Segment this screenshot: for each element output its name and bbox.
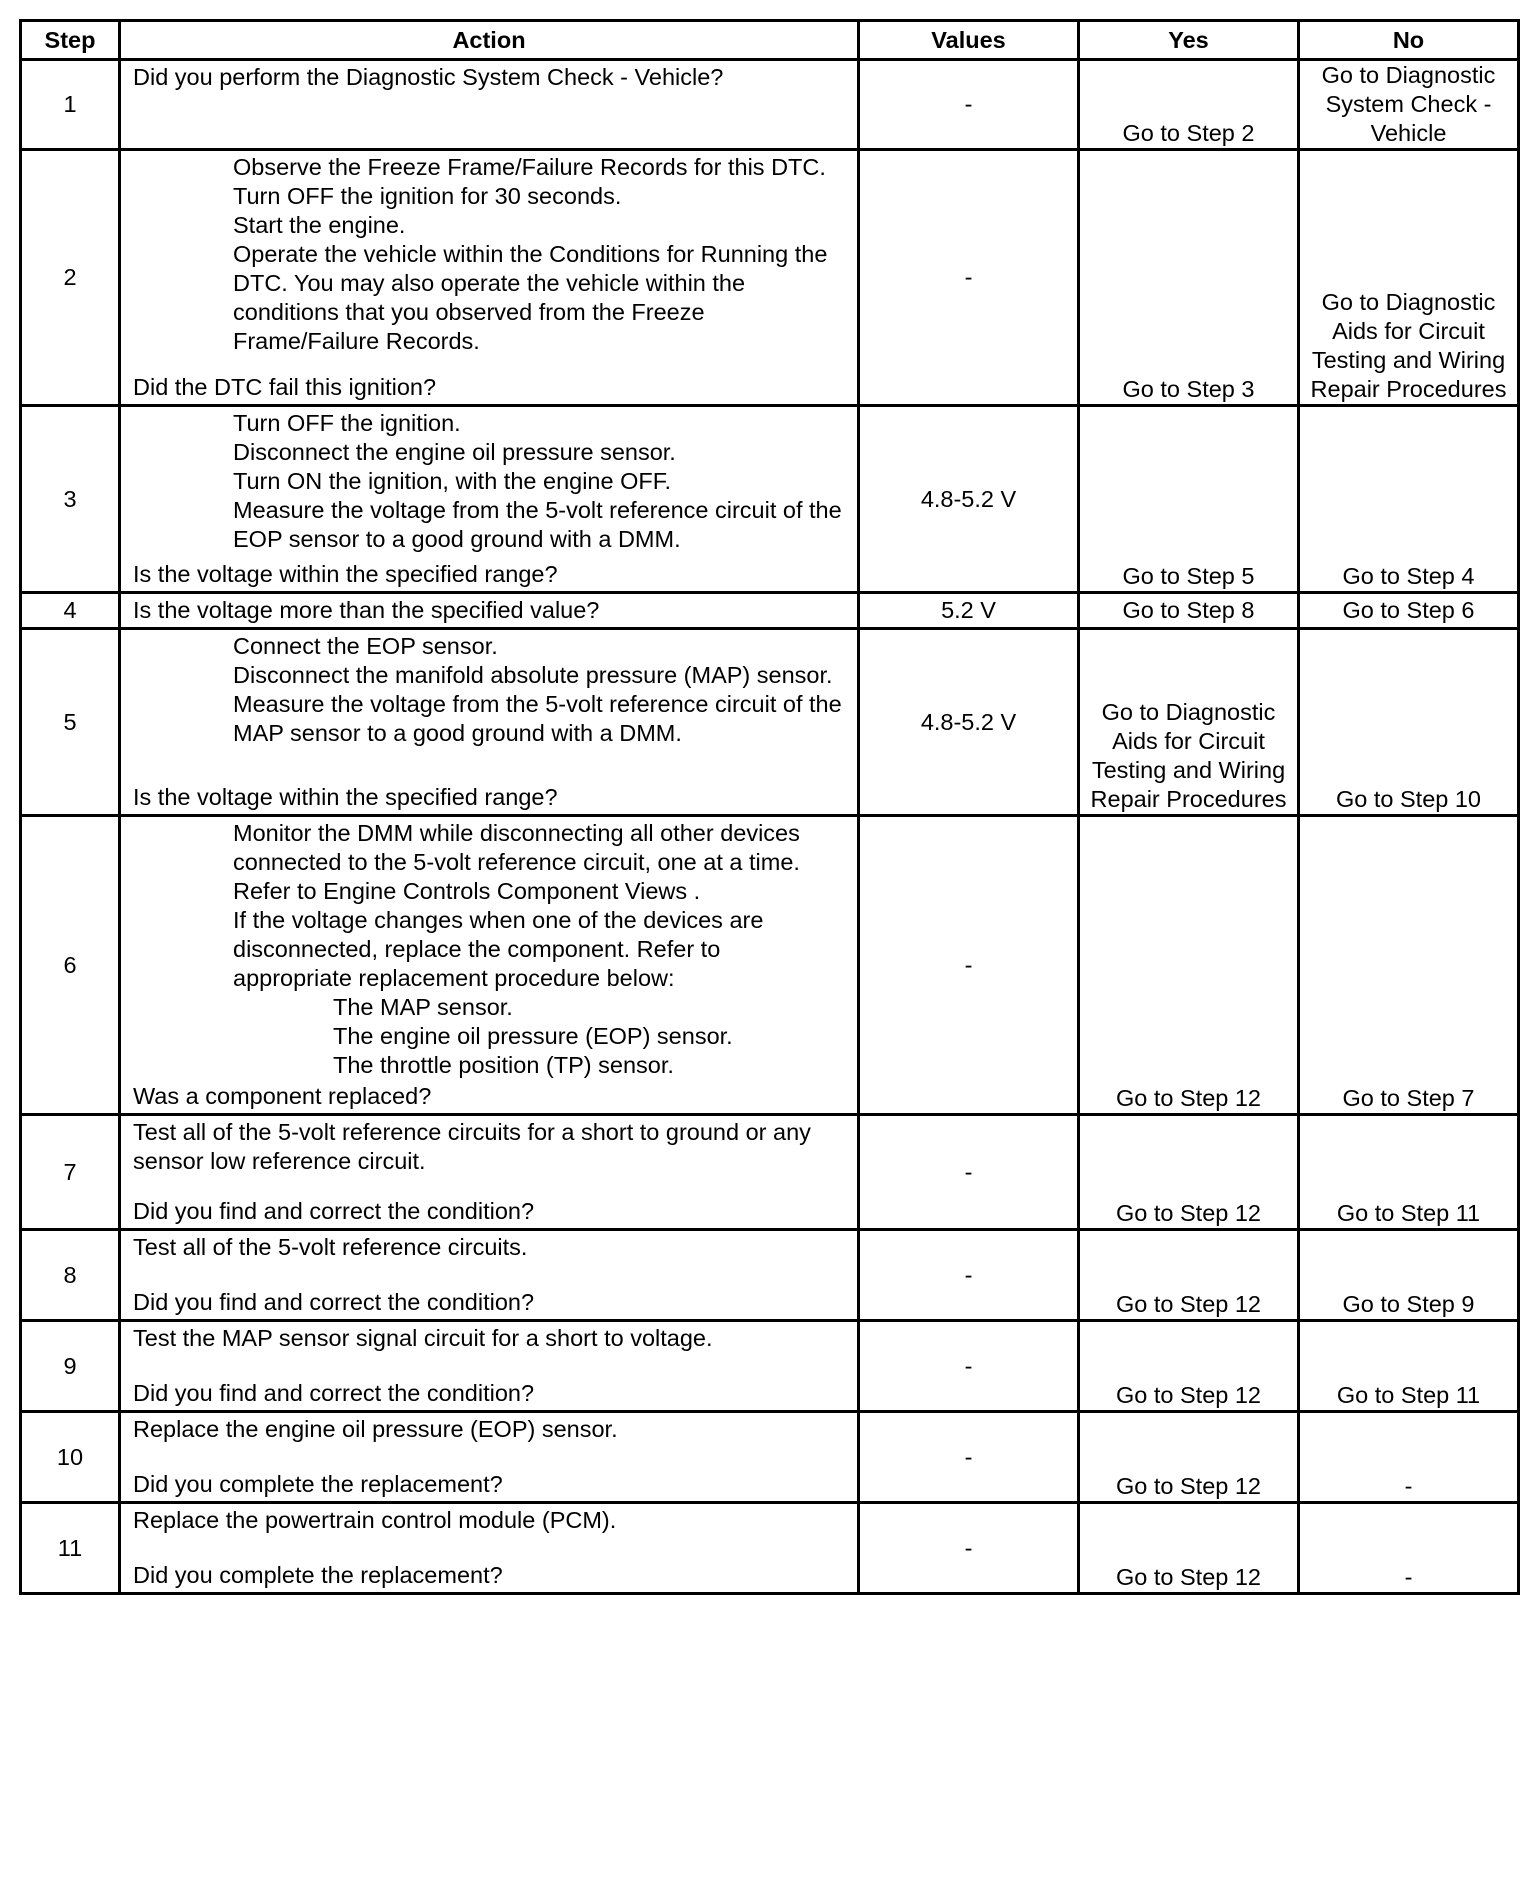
header-yes: Yes <box>1079 21 1299 60</box>
action-lead: Test all of the 5-volt reference circuits for a short to ground or any sensor low reference circuit. <box>133 1119 811 1174</box>
action-content <box>127 1504 851 1592</box>
value-cell: - <box>859 816 1079 1115</box>
value-cell: 4.8-5.2 V <box>859 629 1079 816</box>
action-content <box>127 630 851 814</box>
header-step: Step <box>21 21 120 60</box>
value-cell: - <box>859 1230 1079 1321</box>
table-row <box>21 629 1519 816</box>
value-cell: - <box>859 60 1079 150</box>
instruction-list <box>127 817 851 993</box>
action-question: Is the voltage within the specified range? <box>133 561 558 587</box>
instruction-item: Disconnect the engine oil pressure sensor. <box>233 439 676 465</box>
step-number: 9 <box>21 1321 120 1412</box>
value-cell: - <box>859 150 1079 406</box>
action-cell <box>120 593 859 629</box>
step-number: 8 <box>21 1230 120 1321</box>
action-cell <box>120 60 859 150</box>
instruction-item: Connect the EOP sensor. <box>233 633 498 659</box>
table-row <box>21 1321 1519 1412</box>
action-lead: Did you perform the Diagnostic System Check - Vehicle? <box>133 64 724 90</box>
no-cell: Go to Step 6 <box>1299 593 1519 629</box>
action-lead: Is the voltage more than the specified value? <box>133 597 600 623</box>
no-cell: Go to Step 11 <box>1299 1115 1519 1230</box>
header-values: Values <box>859 21 1079 60</box>
action-content <box>127 1116 851 1228</box>
action-question: Did you find and correct the condition? <box>133 1198 535 1224</box>
action-cell <box>120 1412 859 1503</box>
table-row <box>21 593 1519 629</box>
no-cell: Go to Step 4 <box>1299 406 1519 593</box>
yes-cell: Go to Step 12 <box>1079 816 1299 1115</box>
action-cell <box>120 1503 859 1594</box>
instruction-list <box>127 151 851 356</box>
value-cell: 5.2 V <box>859 593 1079 629</box>
action-question: Did you complete the replacement? <box>133 1471 503 1497</box>
action-content <box>127 407 851 591</box>
sub-item-list <box>127 993 851 1080</box>
no-cell: - <box>1299 1503 1519 1594</box>
instruction-item: Observe the Freeze Frame/Failure Records for this DTC. <box>233 154 826 180</box>
table-row <box>21 150 1519 406</box>
step-number: 2 <box>21 150 120 406</box>
table-row <box>21 1412 1519 1503</box>
action-lead: Test all of the 5-volt reference circuits. <box>133 1234 528 1260</box>
step-number: 1 <box>21 60 120 150</box>
instruction-item: If the voltage changes when one of the devices are disconnected, replace the component. Refer to appropriate replacement procedure below: <box>233 907 764 991</box>
no-cell: Go to Step 7 <box>1299 816 1519 1115</box>
step-number: 3 <box>21 406 120 593</box>
action-content <box>127 817 851 1113</box>
value-cell: - <box>859 1321 1079 1412</box>
instruction-item: Start the engine. <box>233 212 406 238</box>
table-row <box>21 1115 1519 1230</box>
yes-cell: Go to Step 12 <box>1079 1321 1299 1412</box>
action-content <box>127 61 851 148</box>
action-cell <box>120 629 859 816</box>
header-row <box>21 21 1519 60</box>
action-cell <box>120 1230 859 1321</box>
no-cell: Go to Diagnostic Aids for Circuit Testing and Wiring Repair Procedures <box>1299 150 1519 406</box>
action-content <box>127 1413 851 1501</box>
no-cell: Go to Step 10 <box>1299 629 1519 816</box>
sub-item: The MAP sensor. <box>333 994 513 1020</box>
no-cell: - <box>1299 1412 1519 1503</box>
yes-cell: Go to Step 5 <box>1079 406 1299 593</box>
step-number: 10 <box>21 1412 120 1503</box>
action-question: Is the voltage within the specified range? <box>133 784 558 810</box>
action-question: Did you find and correct the condition? <box>133 1289 535 1315</box>
action-question: Did you complete the replacement? <box>133 1562 503 1588</box>
action-content <box>127 151 851 404</box>
no-cell: Go to Step 11 <box>1299 1321 1519 1412</box>
no-cell: Go to Step 9 <box>1299 1230 1519 1321</box>
table-row <box>21 1230 1519 1321</box>
action-cell <box>120 150 859 406</box>
diagnostic-table <box>19 19 1520 1595</box>
action-cell <box>120 406 859 593</box>
action-lead: Replace the engine oil pressure (EOP) sensor. <box>133 1416 618 1442</box>
sub-item: The engine oil pressure (EOP) sensor. <box>333 1023 733 1049</box>
sub-item: The throttle position (TP) sensor. <box>333 1052 674 1078</box>
instruction-item: Measure the voltage from the 5-volt reference circuit of the EOP sensor to a good ground with a DMM. <box>233 497 842 552</box>
instruction-list <box>127 407 851 554</box>
value-cell: - <box>859 1503 1079 1594</box>
instruction-item: Turn ON the ignition, with the engine OFF. <box>233 468 672 494</box>
step-number: 6 <box>21 816 120 1115</box>
yes-cell: Go to Step 2 <box>1079 60 1299 150</box>
action-cell <box>120 1115 859 1230</box>
table-row <box>21 60 1519 150</box>
instruction-item: Turn OFF the ignition for 30 seconds. <box>233 183 622 209</box>
action-content <box>127 1322 851 1410</box>
instruction-list <box>127 630 851 748</box>
step-number: 11 <box>21 1503 120 1594</box>
action-question: Was a component replaced? <box>133 1083 432 1109</box>
instruction-item: Turn OFF the ignition. <box>233 410 461 436</box>
header-no: No <box>1299 21 1519 60</box>
action-cell <box>120 816 859 1115</box>
yes-cell: Go to Step 12 <box>1079 1115 1299 1230</box>
yes-cell: Go to Step 12 <box>1079 1230 1299 1321</box>
action-lead: Replace the powertrain control module (PCM). <box>133 1507 617 1533</box>
value-cell: - <box>859 1115 1079 1230</box>
value-cell: 4.8-5.2 V <box>859 406 1079 593</box>
action-question: Did you find and correct the condition? <box>133 1380 535 1406</box>
yes-cell: Go to Step 12 <box>1079 1412 1299 1503</box>
instruction-item: Disconnect the manifold absolute pressure (MAP) sensor. <box>233 662 833 688</box>
action-content <box>127 1231 851 1319</box>
instruction-item: Operate the vehicle within the Conditions for Running the DTC. You may also operate the vehicle within the conditions that you observed from the Freeze Frame/Failure Records. <box>233 241 828 354</box>
value-cell: - <box>859 1412 1079 1503</box>
table-row <box>21 1503 1519 1594</box>
action-question: Did the DTC fail this ignition? <box>133 374 437 400</box>
action-content <box>127 594 851 627</box>
table-row <box>21 816 1519 1115</box>
header-action: Action <box>120 21 859 60</box>
instruction-item: Monitor the DMM while disconnecting all other devices connected to the 5-volt reference circuit, one at a time. <box>233 820 800 875</box>
yes-cell: Go to Step 12 <box>1079 1503 1299 1594</box>
table-row <box>21 406 1519 593</box>
yes-cell: Go to Diagnostic Aids for Circuit Testing and Wiring Repair Procedures <box>1079 629 1299 816</box>
yes-cell: Go to Step 3 <box>1079 150 1299 406</box>
step-number: 5 <box>21 629 120 816</box>
no-cell: Go to Diagnostic System Check - Vehicle <box>1299 60 1519 150</box>
step-number: 7 <box>21 1115 120 1230</box>
action-cell <box>120 1321 859 1412</box>
step-number: 4 <box>21 593 120 629</box>
action-lead: Test the MAP sensor signal circuit for a short to voltage. <box>133 1325 713 1351</box>
instruction-item: Measure the voltage from the 5-volt reference circuit of the MAP sensor to a good ground with a DMM. <box>233 691 842 746</box>
yes-cell: Go to Step 8 <box>1079 593 1299 629</box>
instruction-item: Refer to Engine Controls Component Views . <box>233 878 701 904</box>
